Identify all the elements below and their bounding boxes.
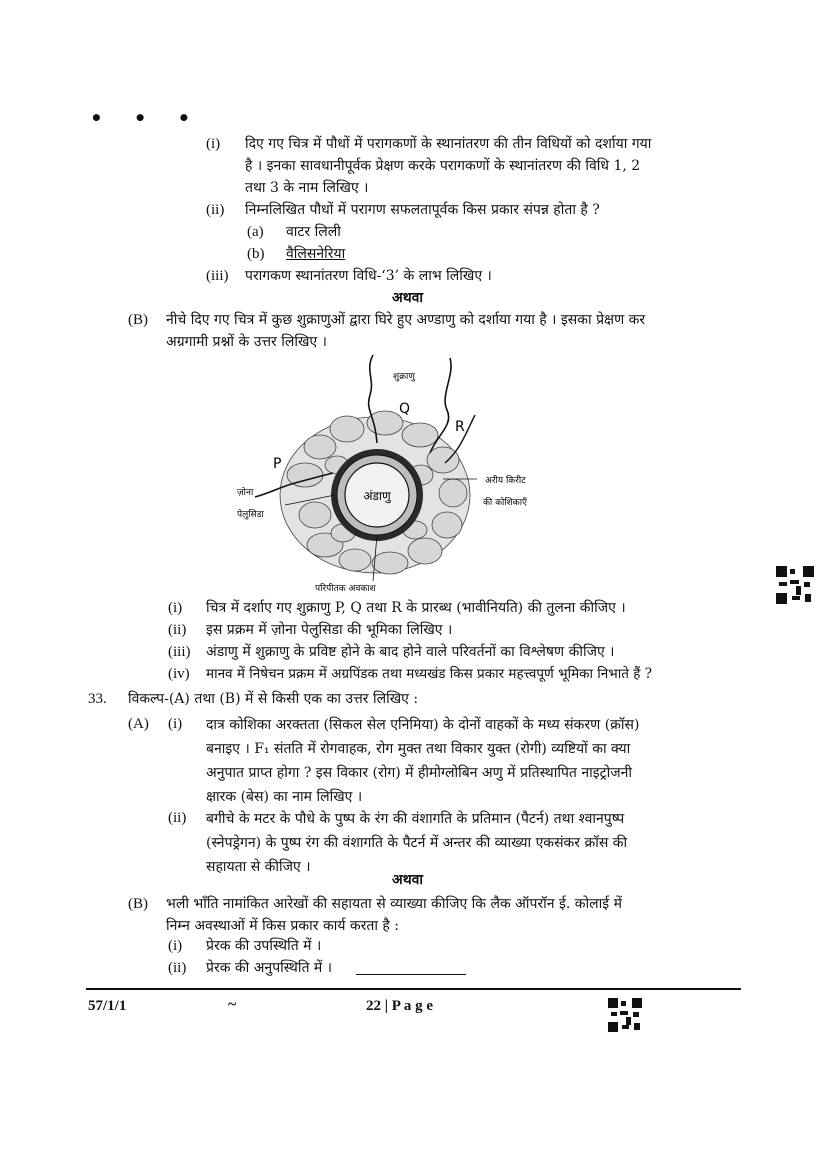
ovum-label: अंडाणु bbox=[363, 489, 391, 503]
q33-a-ii-line1: बगीचे के मटर के पौधे के पुष्प के रंग की वंशागति के प्रतिमान (पैटर्न) तथा श्वानपुष्प bbox=[206, 811, 625, 827]
q-a-ii-b-text: वैलिसनेरिया bbox=[286, 246, 346, 262]
q33-a-i-line3: अनुपात प्राप्त होगा ? इस विकार (रोग) में हीमोग्लोबिन अणु में प्रतिस्थापित नाइट्रोजनी bbox=[206, 765, 633, 781]
or-separator-2: अथवा bbox=[392, 872, 424, 888]
q-b-iii-label: (iii) bbox=[168, 644, 191, 660]
q-a-i-line1: दिए गए चित्र में पौधों में परागकणों के स्थानांतरण की तीन विधियों को दर्शाया गया bbox=[245, 136, 652, 152]
q-a-i-line2: है । इनका सावधानीपूर्वक प्रेक्षण करके परागकणों के स्थानांतरण की विधि 1, 2 bbox=[245, 158, 641, 174]
q-b-iv-text: मानव में निषेचन प्रक्रम में अग्रपिंडक तथा मध्यखंड किस प्रकार महत्त्वपूर्ण भूमिका निभाते हैं ? bbox=[206, 666, 652, 682]
or-separator-1: अथवा bbox=[392, 290, 424, 306]
footer-page-number: 22 | P a g e bbox=[366, 998, 434, 1014]
continuation-dots: • • • bbox=[90, 106, 203, 130]
zona-label-line1: ज़ोना bbox=[237, 488, 254, 498]
footer-rule bbox=[86, 988, 741, 990]
q33-a-i-line4: क्षारक (बेस) का नाम लिखिए । bbox=[206, 789, 363, 805]
q33-b-i-text: प्रेरक की उपस्थिति में । bbox=[206, 938, 322, 954]
part-b-intro-line2: अग्रगामी प्रश्नों के उत्तर लिखिए । bbox=[166, 334, 327, 350]
perivitelline-label: परिपीतक अवकाश bbox=[315, 584, 376, 594]
part-b-intro-line1: नीचे दिए गए चित्र में कुछ शुक्राणुओं द्वारा घिरे हुए अण्डाणु को दर्शाया गया है । इसका प्रेक्षण कर bbox=[166, 312, 646, 328]
q33-a-i-line1: दात्र कोशिका अरक्तता (सिकल सेल एनिमिया) के दोनों वाहकों के मध्य संकरण (क्रॉस) bbox=[206, 717, 640, 733]
q-b-ii-text: इस प्रक्रम में ज़ोना पेलुसिडा की भूमिका लिखिए । bbox=[206, 622, 453, 638]
q-a-i-line3: तथा 3 के नाम लिखिए । bbox=[245, 180, 369, 196]
q-b-ii-label: (ii) bbox=[168, 622, 187, 638]
corona-label-line2: की कोशिकाएँ bbox=[483, 498, 528, 508]
q-a-ii-a-label: (a) bbox=[247, 224, 264, 240]
q33-number: 33. bbox=[88, 691, 107, 707]
footer-code: 57/1/1 bbox=[88, 998, 127, 1014]
q-a-i-label: (i) bbox=[206, 136, 221, 152]
q-a-iii-text: परागकण स्थानांतरण विधि-‘3’ के लाभ लिखिए । bbox=[245, 268, 492, 284]
q33-a-ii-line2: (स्नेपड्रेगन) के पुष्प रंग की वंशागति के पैटर्न में अन्तर की व्याख्या एकसंकर क्रॉस की bbox=[206, 835, 628, 851]
q33-a-label: (A) bbox=[128, 716, 149, 732]
q33-a-ii-label: (ii) bbox=[168, 810, 187, 826]
q33-b-line1: भली भाँति नामांकित आरेखों की सहायता से व्याख्या कीजिए कि लैक ऑपरॉन ई. कोलाई में bbox=[166, 896, 622, 912]
q33-intro: विकल्प-(A) तथा (B) में से किसी एक का उत्तर लिखिए : bbox=[128, 691, 419, 707]
end-of-answer-rule bbox=[356, 974, 466, 975]
q-b-i-text: चित्र में दर्शाए गए शुक्राणु P, Q तथा R के प्रारब्ध (भावीनियति) की तुलना कीजिए । bbox=[206, 600, 626, 616]
q33-b-label: (B) bbox=[128, 896, 148, 912]
q33-b-i-label: (i) bbox=[168, 938, 183, 954]
sperm-label: शुक्राणु bbox=[393, 372, 415, 382]
label-r: R bbox=[455, 419, 465, 435]
label-q: Q bbox=[399, 401, 411, 417]
q33-b-ii-label: (ii) bbox=[168, 960, 187, 976]
q33-a-i-line2: बनाइए । F₁ संतति में रोगवाहक, रोग मुक्त तथा विकार युक्त (रोगी) व्यष्टियों का क्या bbox=[206, 741, 631, 757]
q-b-iv-label: (iv) bbox=[168, 666, 190, 682]
q-a-ii-text: निम्नलिखित पौधों में परागण सफलतापूर्वक किस प्रकार संपन्न होता है ? bbox=[245, 202, 600, 218]
qr-code-icon bbox=[776, 566, 814, 604]
q-b-i-label: (i) bbox=[168, 600, 183, 616]
label-p: P bbox=[273, 456, 282, 472]
q33-a-i-label: (i) bbox=[168, 716, 183, 732]
footer-qr-code-icon bbox=[608, 998, 642, 1032]
part-b-label: (B) bbox=[128, 312, 148, 328]
q-a-ii-b-label: (b) bbox=[247, 246, 265, 262]
corona-label-line1: अरीय किरीट bbox=[485, 476, 526, 486]
q-b-iii-text: अंडाणु में शुक्राणु के प्रविष्ट होने के बाद होने वाले परिवर्तनों का विश्लेषण कीजिए । bbox=[206, 644, 615, 660]
q-a-ii-label: (ii) bbox=[206, 202, 225, 218]
q33-b-line2: निम्न अवस्थाओं में किस प्रकार कार्य करता है : bbox=[166, 918, 400, 934]
q-a-ii-a-text: वाटर लिली bbox=[286, 224, 341, 240]
q-a-iii-label: (iii) bbox=[206, 268, 229, 284]
footer-tilde: ~ bbox=[228, 996, 237, 1013]
zona-label-line2: पेलुसिडा bbox=[237, 510, 264, 520]
ovum-sperm-diagram bbox=[225, 355, 595, 595]
q33-b-ii-text: प्रेरक की अनुपस्थिति में । bbox=[206, 960, 333, 976]
q33-a-ii-line3: सहायता से कीजिए । bbox=[206, 859, 311, 875]
